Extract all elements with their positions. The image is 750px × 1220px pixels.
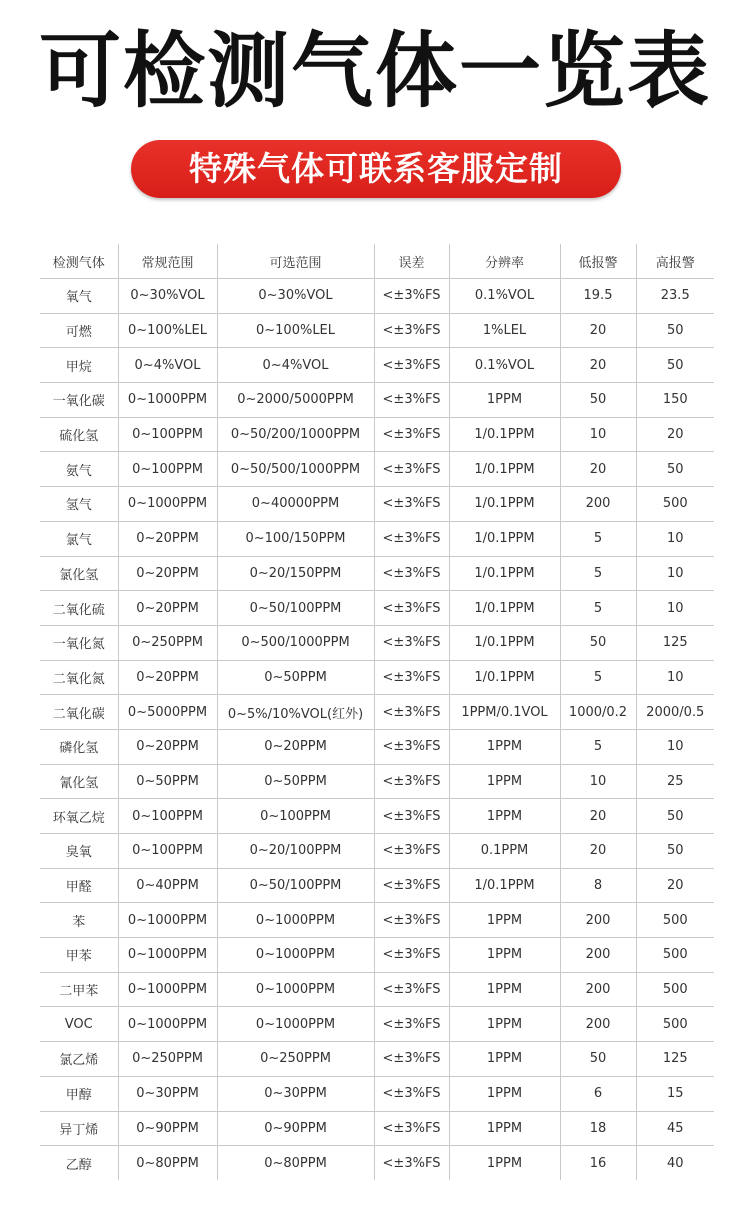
cell-optional-range: 0~1000PPM: [217, 938, 374, 973]
cell-high-alarm: 15: [636, 1076, 714, 1111]
cell-low-alarm: 5: [560, 556, 636, 591]
cell-error: <±3%FS: [374, 938, 449, 973]
table-row: [40, 313, 714, 348]
cell-high-alarm: 25: [636, 764, 714, 799]
cell-optional-range: 0~40000PPM: [217, 487, 374, 522]
table-row: [40, 764, 714, 799]
cell-normal-range: 0~100PPM: [118, 417, 217, 452]
cell-normal-range: 0~90PPM: [118, 1111, 217, 1146]
cell-high-alarm: 50: [636, 348, 714, 383]
cell-resolution: 1PPM: [449, 1007, 560, 1042]
cell-gas: 苯: [40, 903, 118, 938]
cell-error: <±3%FS: [374, 1146, 449, 1180]
cell-error: <±3%FS: [374, 383, 449, 418]
table-row: [40, 556, 714, 591]
cell-normal-range: 0~20PPM: [118, 556, 217, 591]
cell-optional-range: 0~30PPM: [217, 1076, 374, 1111]
cell-normal-range: 0~4%VOL: [118, 348, 217, 383]
cell-high-alarm: 10: [636, 729, 714, 764]
cell-optional-range: 0~100%LEL: [217, 313, 374, 348]
cell-error: <±3%FS: [374, 417, 449, 452]
cell-normal-range: 0~100PPM: [118, 799, 217, 834]
cell-low-alarm: 16: [560, 1146, 636, 1180]
cell-optional-range: 0~250PPM: [217, 1042, 374, 1077]
cell-resolution: 1PPM: [449, 729, 560, 764]
cell-high-alarm: 20: [636, 868, 714, 903]
cell-error: <±3%FS: [374, 556, 449, 591]
cell-high-alarm: 150: [636, 383, 714, 418]
cell-normal-range: 0~30%VOL: [118, 279, 217, 314]
table-row: [40, 695, 714, 730]
cell-normal-range: 0~1000PPM: [118, 972, 217, 1007]
cell-normal-range: 0~100PPM: [118, 452, 217, 487]
table-row: [40, 799, 714, 834]
cell-resolution: 1/0.1PPM: [449, 417, 560, 452]
cell-gas: 环氧乙烷: [40, 799, 118, 834]
cell-high-alarm: 10: [636, 556, 714, 591]
cell-normal-range: 0~20PPM: [118, 521, 217, 556]
table-row: [40, 625, 714, 660]
cell-high-alarm: 500: [636, 972, 714, 1007]
cell-resolution: 1PPM: [449, 1076, 560, 1111]
cell-optional-range: 0~50/100PPM: [217, 591, 374, 626]
cell-high-alarm: 50: [636, 799, 714, 834]
cell-optional-range: 0~1000PPM: [217, 972, 374, 1007]
cell-resolution: 1PPM: [449, 764, 560, 799]
table-row: [40, 1111, 714, 1146]
cell-low-alarm: 5: [560, 591, 636, 626]
cell-optional-range: 0~90PPM: [217, 1111, 374, 1146]
column-header-resolution: 分辨率: [449, 244, 560, 279]
cell-low-alarm: 6: [560, 1076, 636, 1111]
cell-gas: 一氧化氮: [40, 625, 118, 660]
table-header-row: [40, 244, 714, 279]
cell-high-alarm: 500: [636, 1007, 714, 1042]
cell-error: <±3%FS: [374, 1076, 449, 1111]
cell-optional-range: 0~50/200/1000PPM: [217, 417, 374, 452]
cell-high-alarm: 23.5: [636, 279, 714, 314]
cell-resolution: 1PPM: [449, 938, 560, 973]
cell-error: <±3%FS: [374, 729, 449, 764]
cell-error: <±3%FS: [374, 834, 449, 869]
cell-resolution: 1PPM: [449, 903, 560, 938]
cell-low-alarm: 1000/0.2: [560, 695, 636, 730]
cell-optional-range: 0~4%VOL: [217, 348, 374, 383]
cell-gas: 甲烷: [40, 348, 118, 383]
cell-optional-range: 0~5%/10%VOL(红外): [217, 695, 374, 730]
cell-normal-range: 0~20PPM: [118, 660, 217, 695]
table-row: [40, 660, 714, 695]
gas-table: [40, 244, 714, 1180]
cell-error: <±3%FS: [374, 279, 449, 314]
cell-normal-range: 0~250PPM: [118, 1042, 217, 1077]
cell-error: <±3%FS: [374, 313, 449, 348]
cell-gas: 可燃: [40, 313, 118, 348]
cell-error: <±3%FS: [374, 1111, 449, 1146]
cell-low-alarm: 20: [560, 313, 636, 348]
table-row: [40, 1146, 714, 1180]
cell-high-alarm: 500: [636, 487, 714, 522]
cell-normal-range: 0~1000PPM: [118, 383, 217, 418]
table-row: [40, 521, 714, 556]
cell-normal-range: 0~40PPM: [118, 868, 217, 903]
cell-gas: 硫化氢: [40, 417, 118, 452]
cell-high-alarm: 10: [636, 660, 714, 695]
cell-optional-range: 0~100/150PPM: [217, 521, 374, 556]
table-row: [40, 834, 714, 869]
column-header-error: 误差: [374, 244, 449, 279]
cell-optional-range: 0~1000PPM: [217, 1007, 374, 1042]
cell-low-alarm: 50: [560, 383, 636, 418]
cell-gas: 二甲苯: [40, 972, 118, 1007]
cell-low-alarm: 50: [560, 1042, 636, 1077]
table-body: [40, 279, 714, 1180]
cell-gas: 二氧化碳: [40, 695, 118, 730]
table-row: [40, 1007, 714, 1042]
cell-gas: 氯乙烯: [40, 1042, 118, 1077]
cell-resolution: 1/0.1PPM: [449, 556, 560, 591]
cell-optional-range: 0~20PPM: [217, 729, 374, 764]
cell-error: <±3%FS: [374, 1007, 449, 1042]
cell-resolution: 1%LEL: [449, 313, 560, 348]
cell-normal-range: 0~250PPM: [118, 625, 217, 660]
table-row: [40, 279, 714, 314]
cell-high-alarm: 125: [636, 625, 714, 660]
cell-resolution: 1PPM: [449, 383, 560, 418]
subtitle-text: 特殊气体可联系客服定制: [189, 149, 563, 188]
cell-high-alarm: 50: [636, 452, 714, 487]
cell-low-alarm: 10: [560, 764, 636, 799]
cell-error: <±3%FS: [374, 348, 449, 383]
table-row: [40, 1076, 714, 1111]
cell-normal-range: 0~50PPM: [118, 764, 217, 799]
column-header-high-alarm: 高报警: [636, 244, 714, 279]
cell-low-alarm: 50: [560, 625, 636, 660]
cell-error: <±3%FS: [374, 695, 449, 730]
cell-low-alarm: 200: [560, 972, 636, 1007]
cell-optional-range: 0~50PPM: [217, 764, 374, 799]
cell-error: <±3%FS: [374, 799, 449, 834]
table-row: [40, 417, 714, 452]
cell-resolution: 1/0.1PPM: [449, 591, 560, 626]
cell-optional-range: 0~30%VOL: [217, 279, 374, 314]
cell-high-alarm: 50: [636, 313, 714, 348]
cell-gas: 一氧化碳: [40, 383, 118, 418]
cell-optional-range: 0~500/1000PPM: [217, 625, 374, 660]
cell-gas: 异丁烯: [40, 1111, 118, 1146]
cell-resolution: 1PPM: [449, 1042, 560, 1077]
cell-low-alarm: 5: [560, 729, 636, 764]
table-row: [40, 487, 714, 522]
cell-high-alarm: 40: [666, 1155, 684, 1171]
cell-error: <±3%FS: [374, 660, 449, 695]
cell-normal-range: 0~30PPM: [118, 1076, 217, 1111]
cell-error: <±3%FS: [374, 452, 449, 487]
cell-gas: 磷化氢: [40, 729, 118, 764]
cell-error: <±3%FS: [374, 972, 449, 1007]
cell-low-alarm: 5: [560, 660, 636, 695]
cell-high-alarm: 20: [636, 417, 714, 452]
column-header-optional-range: 可选范围: [217, 244, 374, 279]
cell-optional-range: 0~20/100PPM: [217, 834, 374, 869]
cell-normal-range: 0~100PPM: [118, 834, 217, 869]
cell-resolution: 1PPM: [449, 1111, 560, 1146]
cell-optional-range: 0~2000/5000PPM: [217, 383, 374, 418]
cell-error: <±3%FS: [374, 903, 449, 938]
cell-optional-range: 0~80PPM: [217, 1146, 374, 1180]
cell-gas: 氯化氢: [40, 556, 118, 591]
cell-low-alarm: 20: [560, 799, 636, 834]
table-row: [40, 938, 714, 973]
cell-optional-range: 0~50/100PPM: [217, 868, 374, 903]
cell-low-alarm: 20: [560, 834, 636, 869]
cell-low-alarm: 5: [560, 521, 636, 556]
cell-resolution: 1/0.1PPM: [449, 625, 560, 660]
cell-error: <±3%FS: [374, 764, 449, 799]
cell-gas: 臭氧: [40, 834, 118, 869]
cell-resolution: 1PPM/0.1VOL: [449, 695, 560, 730]
cell-error: <±3%FS: [374, 591, 449, 626]
cell-high-alarm: 500: [636, 903, 714, 938]
cell-optional-range: 0~20/150PPM: [217, 556, 374, 591]
cell-high-alarm: 125: [636, 1042, 714, 1077]
cell-error: <±3%FS: [374, 625, 449, 660]
subtitle-banner: [131, 140, 621, 198]
cell-gas: 甲醛: [40, 868, 118, 903]
cell-resolution: 0.1%VOL: [449, 348, 560, 383]
cell-error: <±3%FS: [374, 521, 449, 556]
cell-low-alarm: 20: [560, 452, 636, 487]
cell-gas: 二氧化氮: [40, 660, 118, 695]
cell-high-alarm: 10: [636, 591, 714, 626]
cell-gas: 乙醇: [40, 1146, 118, 1180]
cell-resolution: 1/0.1PPM: [449, 868, 560, 903]
cell-low-alarm: 20: [560, 348, 636, 383]
cell-resolution: 1/0.1PPM: [449, 660, 560, 695]
table-row: [40, 868, 714, 903]
cell-high-alarm: 50: [636, 834, 714, 869]
gas-table-container: [40, 244, 714, 1180]
cell-resolution: 1/0.1PPM: [449, 521, 560, 556]
table-row: [40, 729, 714, 764]
table-row: [40, 348, 714, 383]
table-row: [40, 972, 714, 1007]
cell-optional-range: 0~1000PPM: [217, 903, 374, 938]
cell-high-alarm: 10: [636, 521, 714, 556]
cell-low-alarm: 200: [560, 938, 636, 973]
cell-resolution: 1PPM: [449, 1146, 560, 1180]
cell-low-alarm: 200: [560, 487, 636, 522]
cell-high-alarm: 45: [636, 1111, 714, 1146]
cell-normal-range: 0~1000PPM: [118, 1007, 217, 1042]
cell-normal-range: 0~1000PPM: [118, 938, 217, 973]
cell-optional-range: 0~100PPM: [217, 799, 374, 834]
table-row: [40, 903, 714, 938]
cell-high-alarm: 2000/0.5: [636, 695, 714, 730]
cell-low-alarm: 10: [560, 417, 636, 452]
column-header-normal-range: 常规范围: [118, 244, 217, 279]
cell-gas: 氢气: [40, 487, 118, 522]
cell-gas: 甲醇: [40, 1076, 118, 1111]
cell-resolution: 1PPM: [449, 799, 560, 834]
cell-optional-range: 0~50/500/1000PPM: [217, 452, 374, 487]
table-row: [40, 383, 714, 418]
column-header-gas: 检测气体: [40, 244, 118, 279]
cell-gas: 氨气: [40, 452, 118, 487]
table-row: [40, 1042, 714, 1077]
cell-normal-range: 0~1000PPM: [118, 487, 217, 522]
cell-normal-range: 0~5000PPM: [118, 695, 217, 730]
cell-low-alarm: 8: [560, 868, 636, 903]
cell-high-alarm: 500: [636, 938, 714, 973]
column-header-low-alarm: 低报警: [560, 244, 636, 279]
cell-resolution: 0.1%VOL: [449, 279, 560, 314]
cell-gas: VOC: [40, 1007, 118, 1042]
cell-gas: 氧气: [40, 279, 118, 314]
cell-normal-range: 0~20PPM: [118, 729, 217, 764]
cell-resolution: 0.1PPM: [449, 834, 560, 869]
cell-error: <±3%FS: [374, 487, 449, 522]
cell-error: <±3%FS: [374, 868, 449, 903]
cell-normal-range: 0~80PPM: [118, 1146, 217, 1180]
cell-normal-range: 0~20PPM: [118, 591, 217, 626]
table-row: [40, 591, 714, 626]
page-title: 可检测气体一览表: [38, 24, 711, 119]
cell-gas: 氰化氢: [40, 764, 118, 799]
cell-optional-range: 0~50PPM: [217, 660, 374, 695]
cell-error: <±3%FS: [374, 1042, 449, 1077]
cell-gas: 甲苯: [40, 938, 118, 973]
cell-gas: 氯气: [40, 521, 118, 556]
cell-resolution: 1/0.1PPM: [449, 487, 560, 522]
cell-low-alarm: 18: [560, 1111, 636, 1146]
cell-gas: 二氧化硫: [40, 591, 118, 626]
table-row: [40, 452, 714, 487]
cell-low-alarm: 200: [560, 903, 636, 938]
cell-low-alarm: 200: [560, 1007, 636, 1042]
cell-resolution: 1PPM: [449, 972, 560, 1007]
cell-normal-range: 0~100%LEL: [118, 313, 217, 348]
cell-normal-range: 0~1000PPM: [118, 903, 217, 938]
cell-resolution: 1/0.1PPM: [449, 452, 560, 487]
cell-low-alarm: 19.5: [560, 279, 636, 314]
